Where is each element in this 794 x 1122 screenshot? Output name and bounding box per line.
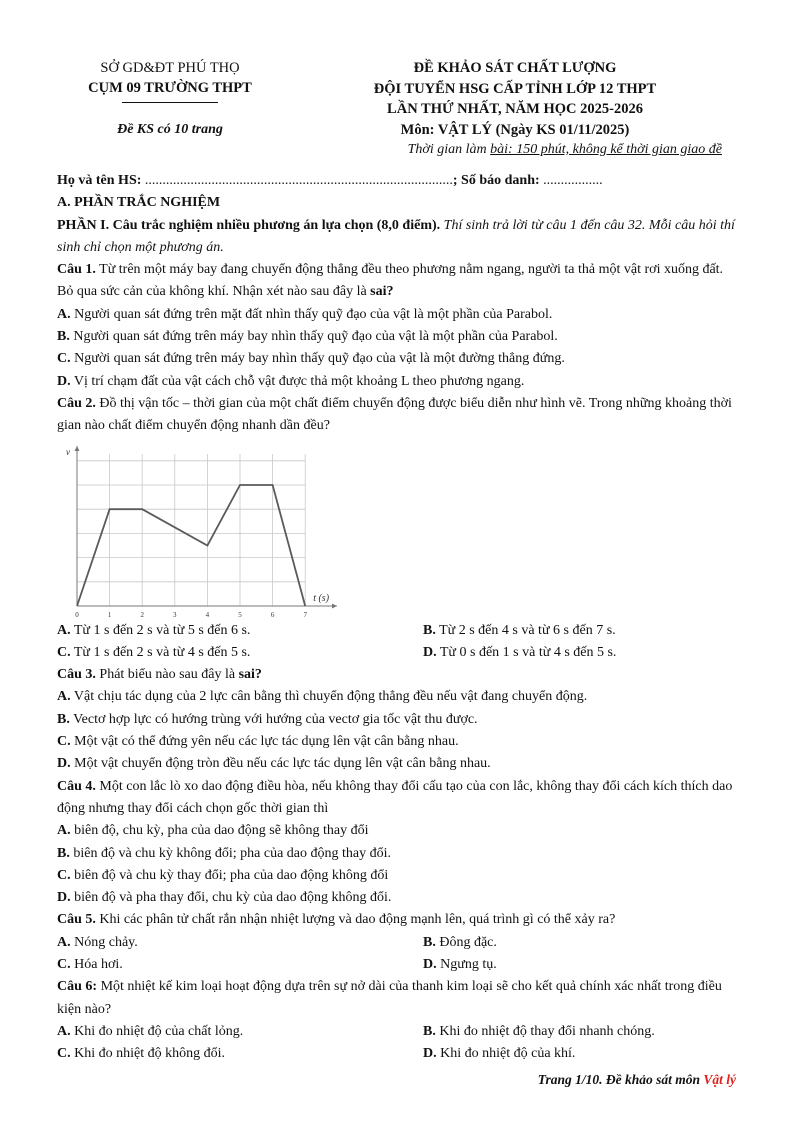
question-2: Câu 2. Đồ thị vận tốc – thời gian của một chất điểm chuyển động được biểu diễn như hình vẽ. Trong những khoảng thời gian nào chất điểm chuyển động nhanh dần đều?	[57, 395, 732, 434]
q5-option-d: D. Ngưng tụ.	[423, 957, 497, 973]
q1-option-b: B. Người quan sát đứng trên máy bay nhìn thấy quỹ đạo của vật là một phần của Parabol.	[57, 329, 558, 345]
q2-option-b: B. Từ 2 s đến 4 s và từ 6 s đến 7 s.	[423, 622, 616, 638]
q6-option-c: C. Khi đo nhiệt độ không đổi.	[57, 1046, 226, 1062]
x-axis-arrow	[332, 603, 337, 608]
q6-option-b: B. Khi đo nhiệt độ thay đổi nhanh chóng.	[423, 1023, 655, 1039]
part1-heading: PHẦN I. Câu trắc nghiệm nhiều phương án lựa chọn (8,0 điểm). Thí sinh trả lời từ câu 1 đến câu 32. Mỗi câu hỏi thí sinh chỉ chọn một phương án.	[57, 217, 735, 255]
velocity-time-graph	[57, 440, 347, 620]
q4-option-a: A. biên độ, chu kỳ, pha của dao động sẽ không thay đổi	[57, 823, 369, 839]
q4-option-d: D. biên độ và pha thay đổi, chu kỳ của dao động không đổi.	[57, 890, 392, 906]
q3-option-b: B. Vectơ hợp lực có hướng trùng với hướng của vectơ gia tốc vật thu được.	[57, 711, 478, 727]
q2-option-d: D. Từ 0 s đến 1 s và từ 4 s đến 5 s.	[423, 644, 617, 660]
x-tick-label: 2	[140, 610, 144, 619]
q5-option-c: C. Hóa hơi.	[57, 957, 123, 973]
q5-options-row-1	[57, 932, 739, 954]
q1-option-c: C. Người quan sát đứng trên máy bay nhìn thấy quỹ đạo của vật là một đường thẳng đứng.	[57, 351, 565, 367]
student-info-line	[57, 170, 739, 192]
q2-option-a: A. Từ 1 s đến 2 s và từ 5 s đến 6 s.	[57, 622, 251, 638]
header-right	[318, 58, 722, 161]
page-count-note: Đề KS có 10 trang	[117, 122, 223, 137]
x-tick-label: 6	[270, 610, 275, 619]
exam-content	[57, 170, 739, 1066]
q5-option-b: B. Đông đặc.	[423, 934, 497, 950]
velocity-series-line	[77, 485, 305, 606]
q3-option-a: A. Vật chịu tác dụng của 2 lực cân bằng thì chuyển động thẳng đều nếu vật đang chuyển động.	[57, 689, 588, 705]
x-tick-label: 3	[173, 610, 177, 619]
q4-option-c: C. biên độ và chu kỳ thay đổi; pha của dao động không đổi	[57, 867, 389, 883]
sbd-label: ; Số báo danh:	[452, 173, 540, 188]
q3-option-c: C. Một vật có thể đứng yên nếu các lực tác dụng lên vật cân bằng nhau.	[57, 734, 459, 750]
name-blank: ........................................................................................	[144, 173, 453, 188]
q1-option-a: A. Người quan sát đứng trên mặt đất nhìn thấy quỹ đạo của vật là một phần của Parabol.	[57, 306, 553, 322]
page-footer: Trang 1/10. Đề khảo sát môn Vật lý	[537, 1072, 736, 1087]
q2-options-row-1	[57, 620, 739, 642]
q5-option-a: A. Nóng chảy.	[57, 934, 138, 950]
q4-option-b: B. biên độ và chu kỳ không đổi; pha của dao động thay đổi.	[57, 845, 392, 861]
question-3: Câu 3. Phát biểu nào sau đây là sai?	[57, 667, 262, 683]
y-axis-label: v	[66, 446, 70, 457]
y-axis-arrow	[75, 446, 80, 451]
q5-options-row-2	[57, 954, 739, 976]
q6-option-a: A. Khi đo nhiệt độ của chất lỏng.	[57, 1023, 244, 1039]
team-title: ĐỘI TUYỂN HSG CẤP TỈNH LỚP 12 THPT	[373, 80, 657, 97]
department-name: SỞ GD&ĐT PHÚ THỌ	[100, 60, 240, 76]
x-tick-label: 5	[238, 610, 242, 619]
q2-options-row-2	[57, 642, 739, 664]
time-limit: Thời gian làm bài: 150 phút, không kể thời gian giao đề	[407, 142, 722, 157]
question-6: Câu 6: Một nhiệt kế kim loại hoạt động dựa trên sự nở dài của thanh kim loại sẽ cho kết quả chính xác nhất trong điều kiện nào?	[57, 979, 722, 1017]
footer-subject: Vật lý	[703, 1072, 736, 1087]
x-tick-label: 4	[205, 610, 210, 619]
q1-option-d: D. Vị trí chạm đất của vật cách chỗ vật được thả một khoảng L theo phương ngang.	[57, 373, 525, 389]
question-1: Câu 1. Từ trên một máy bay đang chuyển động thẳng đều theo phương nằm ngang, người ta thả một vật rơi xuống đất. Bỏ qua sức cản của không khí. Nhận xét nào sau đây là sai?	[57, 262, 724, 300]
q3-option-d: D. Một vật chuyển động tròn đều nếu các lực tác dụng lên vật cân bằng nhau.	[57, 756, 491, 772]
x-tick-label: 7	[303, 610, 307, 619]
question-4: Câu 4. Một con lắc lò xo dao động điều hòa, nếu không thay đổi cấu tạo của con lắc, không thay đổi cách kích thích dao động nhưng thay đổi cách chọn gốc thời gian thì	[57, 778, 733, 816]
q6-options-row-1	[57, 1021, 739, 1043]
round-title: LẦN THỨ NHẤT, NĂM HỌC 2025-2026	[387, 101, 643, 117]
question-5: Câu 5. Khi các phân tử chất rắn nhận nhiệt lượng và dao động mạnh lên, quá trình gì có thể xảy ra?	[57, 912, 616, 928]
q6-option-d: D. Khi đo nhiệt độ của khí.	[423, 1046, 576, 1062]
subject-title: Môn: VẬT LÝ (Ngày KS 01/11/2025)	[400, 121, 630, 138]
cluster-name: CỤM 09 TRƯỜNG THPT	[88, 80, 252, 96]
x-tick-label: 1	[107, 610, 112, 619]
sbd-blank: .................	[543, 173, 603, 188]
exam-title: ĐỀ KHẢO SÁT CHẤT LƯỢNG	[413, 60, 617, 76]
x-tick-label: 0	[75, 610, 79, 619]
header-divider	[122, 102, 218, 103]
x-axis-label: t (s)	[313, 592, 330, 604]
q2-option-c: C. Từ 1 s đến 2 s và từ 4 s đến 5 s.	[57, 644, 251, 660]
header-left	[60, 58, 280, 140]
section-a-title: A. PHẦN TRẮC NGHIỆM	[57, 195, 221, 211]
name-label: Họ và tên HS:	[57, 173, 142, 188]
q6-options-row-2	[57, 1043, 739, 1065]
